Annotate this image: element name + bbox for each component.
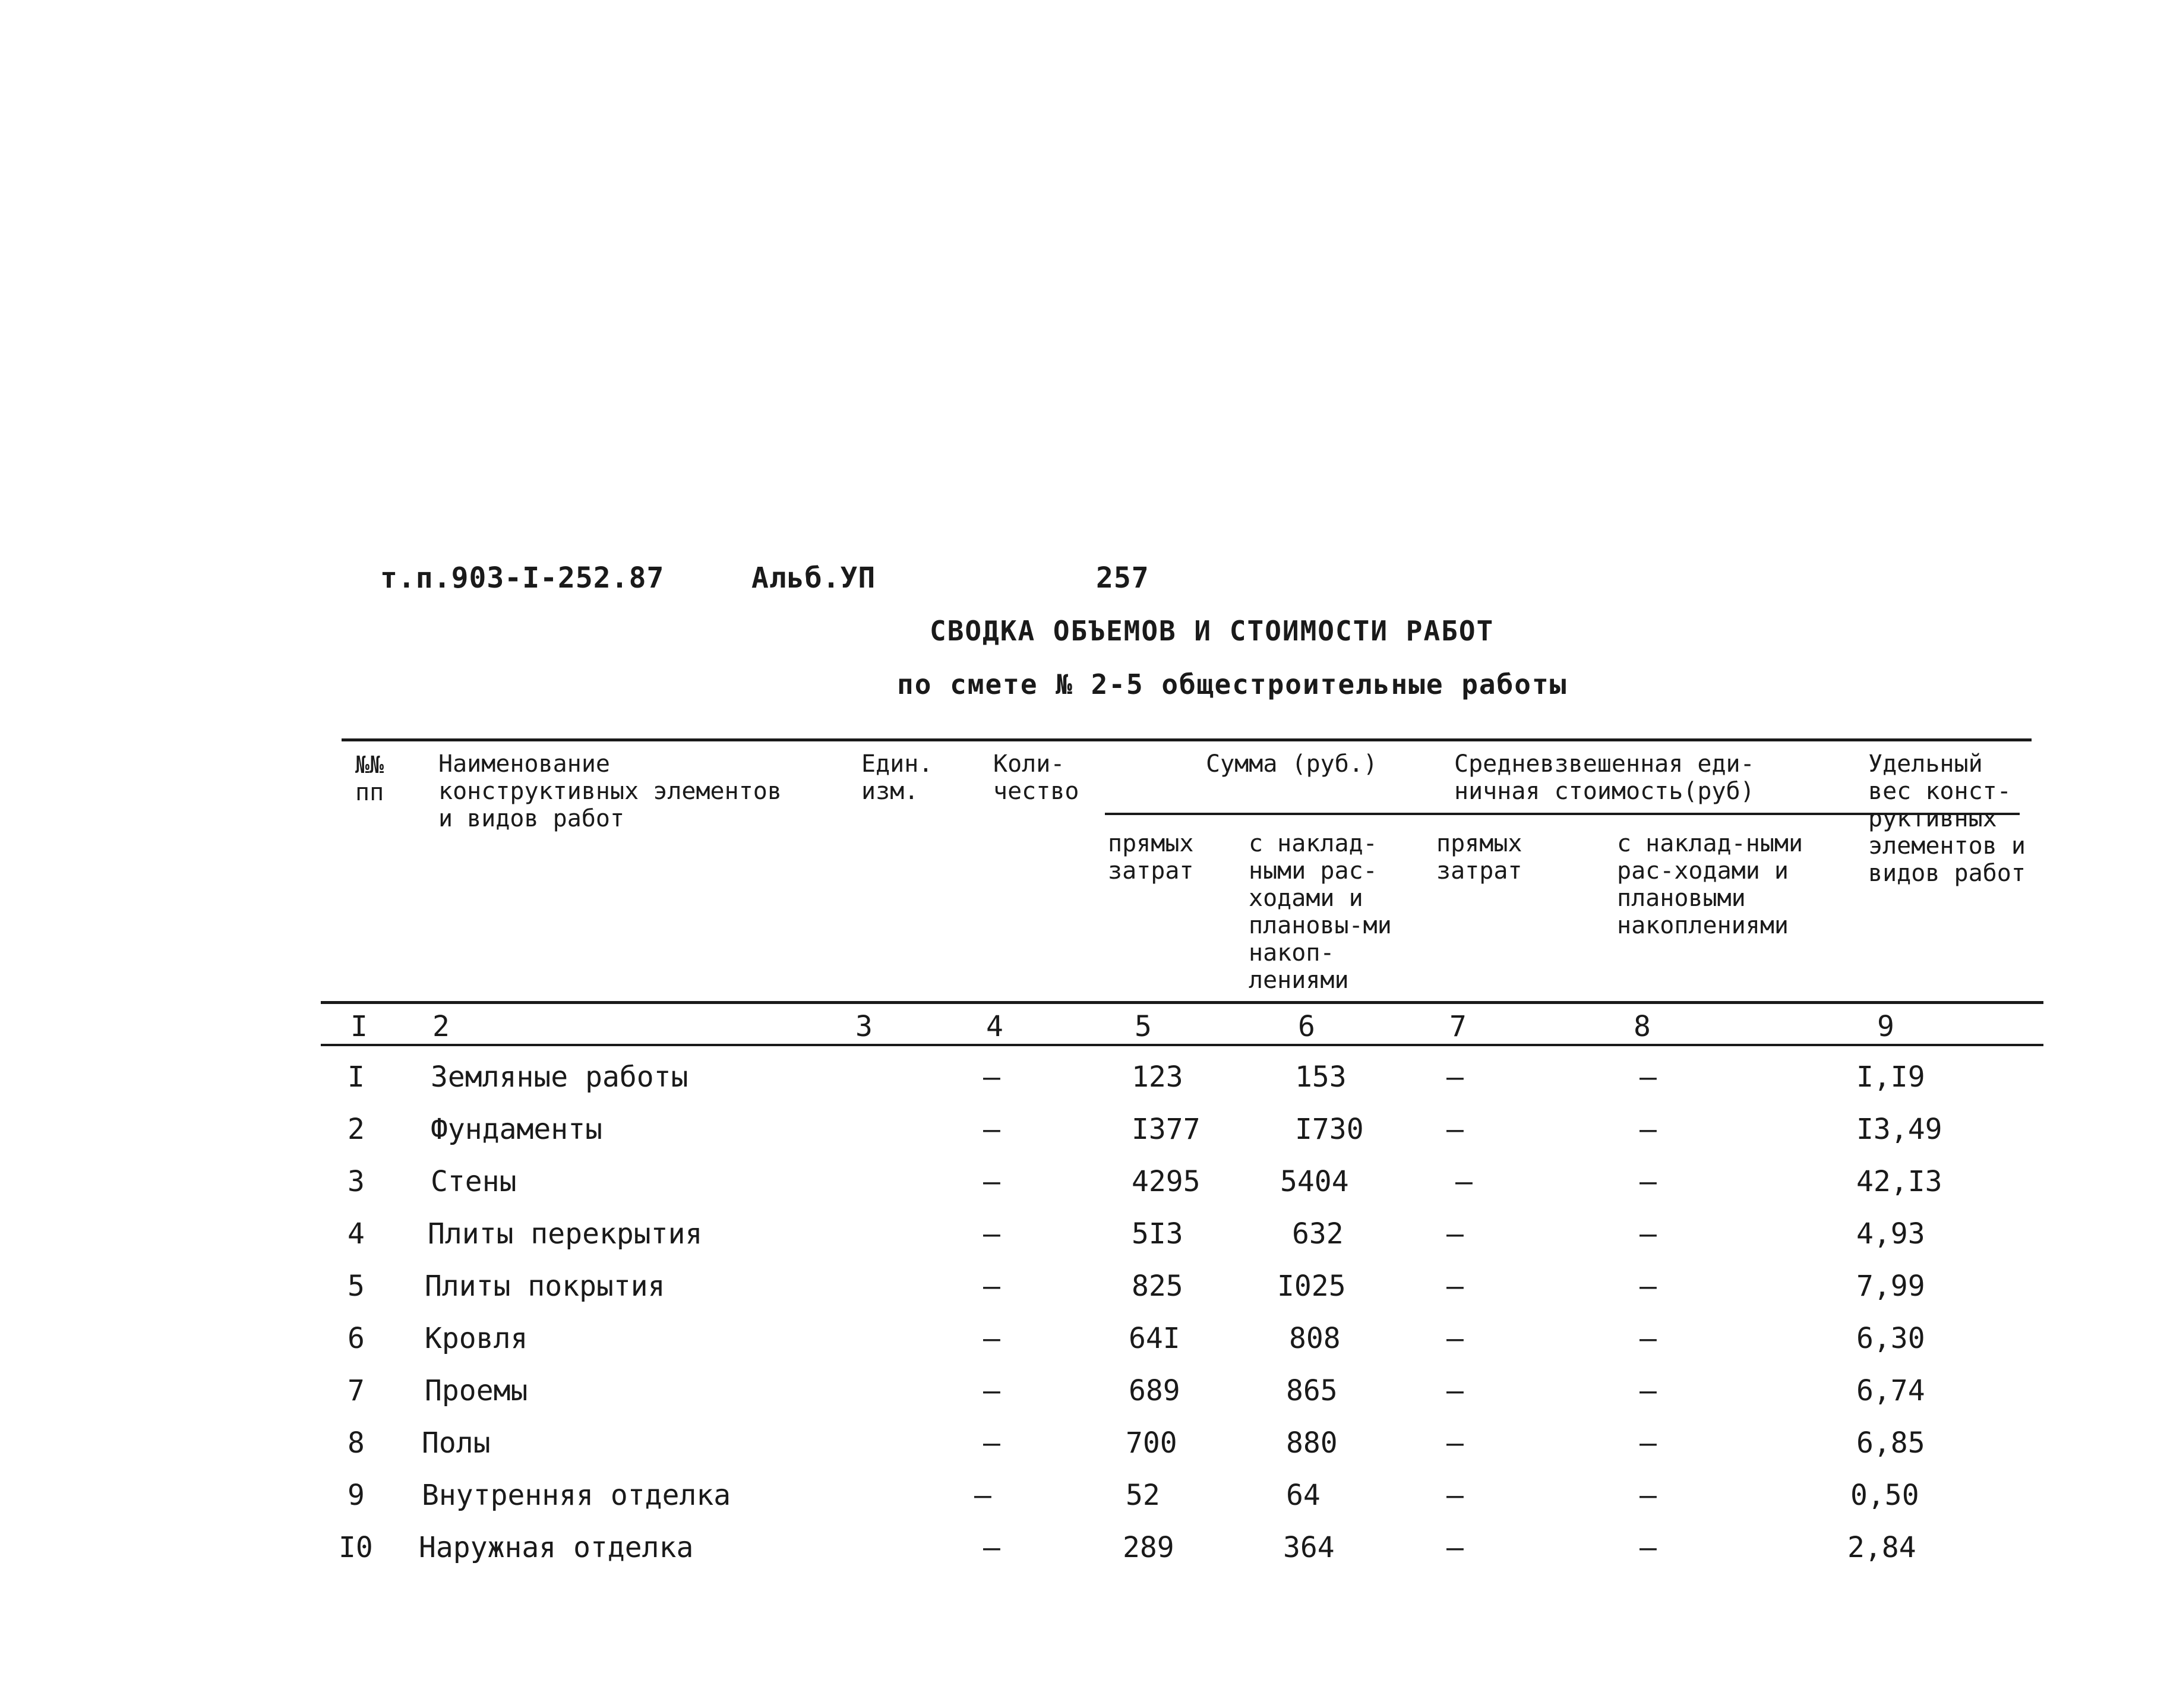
row-qty: —: [974, 1479, 991, 1512]
page-title: СВОДКА ОБЪЕМОВ И СТОИМОСТИ РАБОТ: [930, 615, 1495, 647]
row-name: Кровля: [425, 1322, 528, 1355]
row-qty: –: [983, 1270, 1000, 1303]
row-avg-overhead: –: [1640, 1270, 1657, 1303]
row-qty: –: [983, 1217, 1000, 1251]
row-avg-overhead: –: [1640, 1374, 1657, 1407]
row-name: Проемы: [425, 1374, 528, 1407]
row-weight: 6,30: [1856, 1322, 1925, 1355]
row-avg-overhead: –: [1640, 1165, 1657, 1198]
row-avg-direct: –: [1446, 1217, 1464, 1251]
header-avg-direct: прямых затрат: [1436, 830, 1522, 885]
row-avg-overhead: –: [1640, 1060, 1657, 1094]
row-num: I0: [339, 1531, 373, 1564]
row-avg-direct: –: [1446, 1322, 1464, 1355]
row-qty: –: [983, 1426, 1000, 1460]
row-weight: 6,85: [1856, 1426, 1925, 1460]
col-number: 8: [1634, 1010, 1651, 1043]
header-sum-direct: прямых затрат: [1108, 830, 1194, 885]
header-unit: Един. изм.: [861, 750, 933, 805]
row-name: Плиты покрытия: [425, 1270, 665, 1303]
album-label: Альб.УП: [751, 561, 876, 595]
header-sum-group: Сумма (руб.): [1206, 750, 1378, 778]
col-number: I: [350, 1010, 368, 1043]
row-num: 2: [348, 1113, 365, 1146]
header-avg-group: Средневзвешенная еди-ничная стоимость(руб): [1454, 750, 1755, 805]
header-num: №№ пп: [355, 752, 384, 806]
header-name: Наименование конструктивных элементов и видов работ: [438, 750, 782, 832]
col-number: 7: [1449, 1010, 1467, 1043]
row-name: Земляные работы: [431, 1060, 688, 1094]
row-direct: 825: [1132, 1270, 1183, 1303]
row-qty: –: [983, 1374, 1000, 1407]
row-avg-direct: –: [1446, 1060, 1464, 1094]
row-direct: I377: [1132, 1113, 1201, 1146]
row-direct: 689: [1129, 1374, 1180, 1407]
row-weight: I3,49: [1856, 1113, 1942, 1146]
row-overhead: 808: [1289, 1322, 1341, 1355]
row-num: 4: [348, 1217, 365, 1251]
header-bottom-rule: [321, 1001, 2043, 1004]
row-name: Внутренняя отделка: [422, 1479, 731, 1512]
row-direct: 4295: [1132, 1165, 1201, 1198]
row-weight: 4,93: [1856, 1217, 1925, 1251]
row-overhead: 153: [1295, 1060, 1347, 1094]
row-qty: –: [983, 1060, 1000, 1094]
row-overhead: I730: [1295, 1113, 1364, 1146]
row-qty: –: [983, 1531, 1000, 1564]
row-overhead: 880: [1286, 1426, 1338, 1460]
row-avg-direct: –: [1446, 1374, 1464, 1407]
header-sum-overhead: с наклад-ными рас-ходами и плановы-ми накоп-лениями: [1249, 830, 1392, 994]
row-overhead: 5404: [1280, 1165, 1349, 1198]
row-avg-direct: –: [1446, 1270, 1464, 1303]
row-weight: 0,50: [1850, 1479, 1919, 1512]
row-direct: 64I: [1129, 1322, 1180, 1355]
row-avg-overhead: –: [1640, 1531, 1657, 1564]
row-weight: 42,I3: [1856, 1165, 1942, 1198]
row-name: Фундаменты: [431, 1113, 602, 1146]
row-overhead: I025: [1277, 1270, 1346, 1303]
header-avg-overhead: с наклад-ными рас-ходами и плановыми накоплениями: [1617, 830, 1803, 939]
row-num: 9: [348, 1479, 365, 1512]
table-top-rule: [342, 738, 2032, 741]
row-qty: –: [983, 1322, 1000, 1355]
page-subtitle: по смете № 2-5 общестроительные работы: [897, 668, 1568, 700]
row-avg-direct: –: [1455, 1165, 1473, 1198]
col-number: 4: [986, 1010, 1003, 1043]
row-num: 5: [348, 1270, 365, 1303]
col-number: 6: [1298, 1010, 1315, 1043]
row-avg-overhead: –: [1640, 1217, 1657, 1251]
col-number: 2: [432, 1010, 450, 1043]
col-number: 9: [1877, 1010, 1894, 1043]
colnum-bottom-rule: [321, 1044, 2043, 1046]
row-weight: 7,99: [1856, 1270, 1925, 1303]
row-overhead: 632: [1292, 1217, 1344, 1251]
row-avg-overhead: –: [1640, 1479, 1657, 1512]
row-direct: 52: [1126, 1479, 1160, 1512]
row-direct: 5I3: [1132, 1217, 1183, 1251]
row-avg-overhead: –: [1640, 1426, 1657, 1460]
row-num: 7: [348, 1374, 365, 1407]
row-num: I: [348, 1060, 365, 1094]
row-name: Плиты перекрытия: [428, 1217, 703, 1251]
col-number: 3: [855, 1010, 873, 1043]
row-overhead: 865: [1286, 1374, 1338, 1407]
row-direct: 700: [1126, 1426, 1177, 1460]
row-num: 3: [348, 1165, 365, 1198]
document-reference: т.п.903-I-252.87: [380, 561, 665, 595]
col-number: 5: [1135, 1010, 1152, 1043]
row-name: Наружная отделка: [419, 1531, 694, 1564]
page-number: 257: [1096, 561, 1149, 595]
row-overhead: 364: [1283, 1531, 1335, 1564]
row-avg-direct: –: [1446, 1113, 1464, 1146]
header-weight: Удельный вес конст-руктивных элементов и видов работ: [1868, 750, 2026, 887]
row-num: 8: [348, 1426, 365, 1460]
row-name: Стены: [431, 1165, 517, 1198]
row-avg-overhead: –: [1640, 1322, 1657, 1355]
row-overhead: 64: [1286, 1479, 1321, 1512]
row-num: 6: [348, 1322, 365, 1355]
row-avg-direct: –: [1446, 1479, 1464, 1512]
header-qty: Коли-чество: [993, 750, 1079, 805]
row-weight: 2,84: [1847, 1531, 1916, 1564]
row-qty: –: [983, 1113, 1000, 1146]
row-avg-overhead: –: [1640, 1113, 1657, 1146]
row-avg-direct: –: [1446, 1426, 1464, 1460]
row-direct: 289: [1123, 1531, 1174, 1564]
row-direct: 123: [1132, 1060, 1183, 1094]
row-qty: –: [983, 1165, 1000, 1198]
row-weight: I,I9: [1856, 1060, 1925, 1094]
row-name: Полы: [422, 1426, 491, 1460]
row-avg-direct: –: [1446, 1531, 1464, 1564]
row-weight: 6,74: [1856, 1374, 1925, 1407]
